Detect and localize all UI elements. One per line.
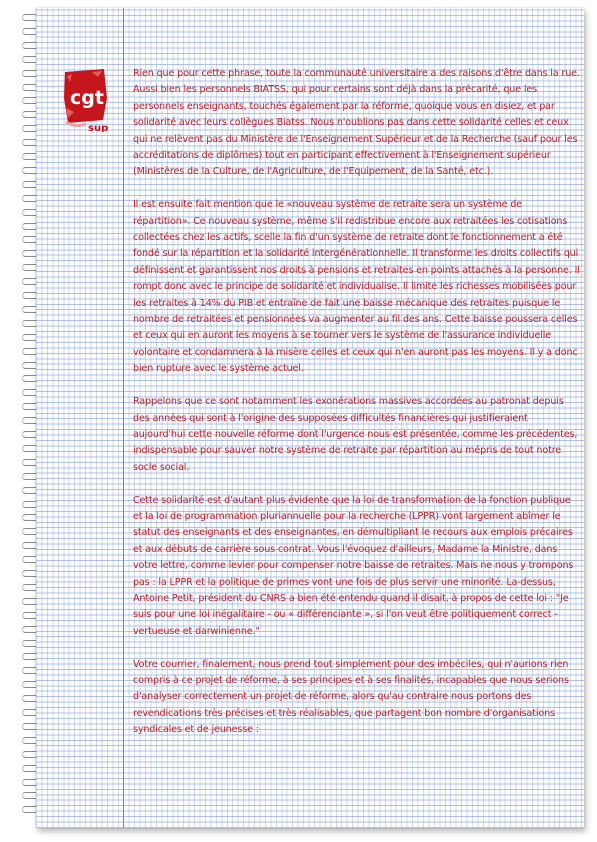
paragraph-3: Rappelons que ce sont notamment les exonérations massives accordées au patronat depuis des années qui sont à l'origine des supposées difficultés financières qui justifieraient aujourd'hui cette nouvelle réforme dont l'urgence nous est présentée, comme les précédentes, indispensable pour sauver notre système de retraite par répartition au mépris de tout notre socle social. (133, 396, 578, 473)
logo-sub-text: sup (88, 123, 109, 132)
logo-brand-text: cgt (70, 87, 104, 109)
paragraph-5: Votre courrier, finalement, nous prend tout simplement pour des imbéciles, qui n'aurions rien compris à ce projet de réforme, à ses principes et à ses finalités, incapables que nous serions d'analyser correctement un projet de réforme, alors qu'au contraire nous portons des revendications très précises et très réalisables, que partagent bon nombre d'organisations syndicales et de jeunesse : (133, 658, 569, 736)
cgt-sup-logo (62, 68, 112, 132)
paragraph-2: Il est ensuite fait mention que le «nouveau système de retraite sera un système de répartition». Ce nouveau système, même s'il redistribue encore aux retraitées les cotisations collectées chez les actifs, scelle la fin d'un système de retraite dont le fonctionnement a été fondé sur la répartition et la solidarité intergénérationnelle. Il transforme les droits collectifs qui définissent et garantissent nos droits à pensions et retraites en points attachés à la personne. Il rompt donc avec le principe de solidarité et individualise. Il limite les richesses mobilisées pour les retraites à 14% du PIB et entraîne de fait une baisse mécanique des retraites puisque le nombre de retraitées et pensionnées va augmenter au fil des ans. Cette baisse poussera celles et ceux qui en auront les moyens à se tourner vers le système de l'assurance individuelle volontaire et condamnera à la misère celles et ceux qui n'en auront pas les moyens. Il y a donc bien rupture avec le système actuel. (133, 199, 580, 375)
paragraph-1: Rien que pour cette phrase, toute la communauté universitaire a des raisons d'être dans la rue. Aussi bien les personnels BIATSS, qui pour certains sont déjà dans la précarité, que les personnels enseignants, touchés également par la réforme, quoique vous en disiez, et par solidarité avec leurs collègues Biatss. Nous n'oublions pas dans cette solidarité celles et ceux qui ne relèvent pas du Ministère de l'Enseignement Supérieur et de la Recherche (sauf pour les accréditations de diplômes) tout en participant effectivement à l'Enseignement supérieur (Ministères de la Culture, de l'Agriculture, de l'Equipement, de la Santé, etc.). (133, 68, 580, 178)
letter-body (133, 66, 581, 755)
paragraph-4: Cette solidarité est d'autant plus évidente que la loi de transformation de la fonction publique et la loi de programmation pluriannuelle pour la recherche (LPPR) vont largement abîmer le statut des enseignants et des enseignantes, en démultipliant le recours aux emplois précaires et aux débuts de carrière sous contrat. Vous l'évoquez d'ailleurs, Madame la Ministre, dans votre lettre, comme levier pour compenser notre baisse de retraites. Mais ne nous y trompons pas : la LPPR et la politique de primes vont une fois de plus servir une minorité. La-dessus, Antoine Petit, président du CNRS a bien été entendu quand il disait, à propos de cette loi : "Je suis pour une loi inégalitaire - ou « différenciante », si l'on veut être politiquement correct - vertueuse et darwinienne." (133, 494, 574, 637)
